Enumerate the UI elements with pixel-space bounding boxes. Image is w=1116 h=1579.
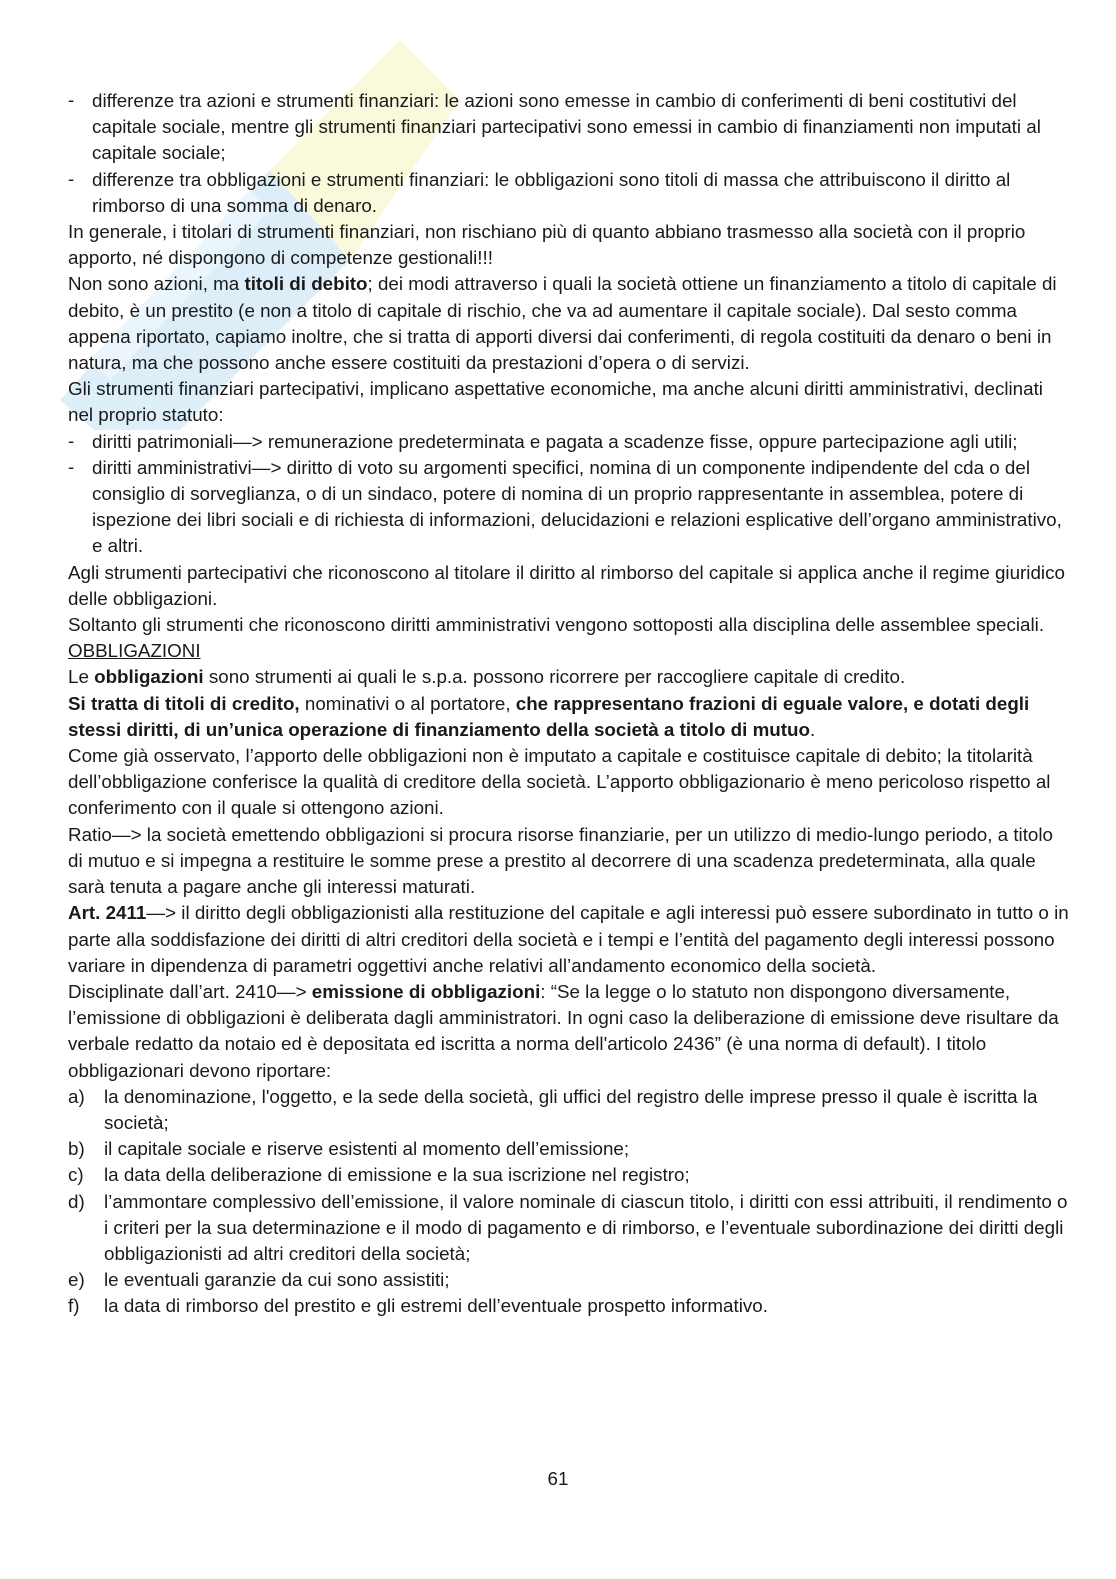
paragraph: Agli strumenti partecipativi che riconoscono al titolare il diritto al rimborso del capitale si applica anche il regime giuridico delle obbligazioni. — [68, 561, 1065, 609]
list-item: d) l’ammontare complessivo dell’emissione, il valore nominale di ciascun titolo, i diritti con essi attribuiti, il rendimento o i criteri per la sua determinazione e il modo di pagamento e di rimborso, e l’eventuale subordinazione dei diritti degli obbligazionisti ad altri creditori della società; — [68, 1190, 1068, 1264]
section-heading: OBBLIGAZIONI — [68, 640, 201, 662]
list-item: b) il capitale sociale e riserve esistenti al momento dell’emissione; — [68, 1136, 1072, 1162]
paragraph: Non sono azioni, ma titoli di debito; dei modi attraverso i quali la società ottiene un finanziamento a titolo di capitale di debito, è un prestito (e non a titolo di capitale di rischio, che va ad aumentare il capitale sociale). Dal sesto comma appena riportato, capiamo inoltre, che si tratta di apporti diversi dai conferimenti, di regola costituiti da denaro o beni in natura, ma che possono anche essere costituiti da prestazioni d’opera o di servizi. — [68, 273, 1057, 374]
paragraph: Art. 2411—> il diritto degli obbligazionisti alla restituzione del capitale e agli interessi può essere subordinato in tutto o in parte alla soddisfazione dei diritti di altri creditori della società e i tempi e l’entità del pagamento degli interessi possono variare in dipendenza di parametri oggettivi anche relativi all’andamento economico della società. — [68, 902, 1069, 976]
list-label: f) — [68, 1295, 80, 1317]
list-label: d) — [68, 1190, 85, 1212]
paragraph: Disciplinate dall’art. 2410—> emissione di obbligazioni: “Se la legge o lo statuto non dispongono diversamente, l’emissione di obbligazioni è deliberata dagli amministratori. In ogni caso la deliberazione di emissione deve risultare da verbale redatto da notaio ed è depositata ed iscritta a norma dell'articolo 2436” (è una norma di default). I titolo obbligazionari devono riportare: — [68, 980, 1059, 1081]
bullet-item: - diritti amministrativi—> diritto di voto su argomenti specifici, nomina di un componente indipendente del cda o del consiglio di sorveglianza, o di un sindaco, potere di nomina di un proprio rappresentante in assemblea, potere di ispezione dei libri sociali e di richiesta di informazioni, delucidazioni e relazioni esplicative dell’organo amministrativo, e altri. — [68, 455, 1072, 560]
list-item: e) le eventuali garanzie da cui sono assistiti; — [68, 1267, 1072, 1293]
bullet-item: - differenze tra obbligazioni e strumenti finanziari: le obbligazioni sono titoli di massa che attribuiscono il diritto al rimborso di una somma di denaro. — [68, 167, 1072, 219]
paragraph: Soltanto gli strumenti che riconoscono diritti amministrativi vengono sottoposti alla disciplina delle assemblee speciali. — [68, 614, 1045, 636]
document-page — [68, 88, 1072, 1320]
paragraph: Gli strumenti finanziari partecipativi, implicano aspettative economiche, ma anche alcuni diritti amministrativi, declinati nel proprio statuto: — [68, 378, 1043, 426]
paragraph: In generale, i titolari di strumenti finanziari, non rischiano più di quanto abbiano trasmesso alla società con il proprio apporto, né dispongono di competenze gestionali!!! — [68, 221, 1026, 269]
list-label: e) — [68, 1269, 85, 1291]
page-number: 61 — [547, 1468, 569, 1489]
list-label: c) — [68, 1164, 84, 1186]
paragraph: Come già osservato, l’apporto delle obbligazioni non è imputato a capitale e costituisce capitale di debito; la titolarità dell’obbligazione conferisce la qualità di creditore della società. L’apporto obbligazionario è meno pericoloso rispetto al conferimento con il quale si ottengono azioni. — [68, 745, 1051, 819]
paragraph: Si tratta di titoli di credito, nominativi o al portatore, che rappresentano frazioni di eguale valore, e dotati degli stessi diritti, di un’unica operazione di finanziamento della società a titolo di mutuo. — [68, 692, 1030, 740]
bullet-item: - diritti patrimoniali—> remunerazione predeterminata e pagata a scadenze fisse, oppure partecipazione agli utili; — [68, 429, 1072, 455]
list-item: a) la denominazione, l'oggetto, e la sede della società, gli uffici del registro delle imprese presso il quale è iscritta la società; — [68, 1085, 1038, 1133]
bullet-item: - differenze tra azioni e strumenti finanziari: le azioni sono emesse in cambio di conferimenti di beni costitutivi del capitale sociale, mentre gli strumenti finanziari partecipativi sono emessi in cambio di finanziamenti non imputati al capitale sociale; — [68, 88, 1072, 167]
paragraph: Ratio—> la società emettendo obbligazioni si procura risorse finanziarie, per un utilizzo di medio-lungo periodo, a titolo di mutuo e si impegna a restituire le somme prese a prestito al decorrere di una scadenza predeterminata, alla quale sarà tenuta a pagare anche gli interessi maturati. — [68, 823, 1053, 898]
paragraph: Le obbligazioni sono strumenti ai quali le s.p.a. possono ricorrere per raccogliere capitale di credito. — [68, 666, 906, 688]
list-item: c) la data della deliberazione di emissione e la sua iscrizione nel registro; — [68, 1162, 1072, 1188]
list-item: f) la data di rimborso del prestito e gli estremi dell’eventuale prospetto informativo. — [68, 1293, 1072, 1319]
list-label: b) — [68, 1138, 85, 1160]
list-label: a) — [68, 1085, 85, 1107]
